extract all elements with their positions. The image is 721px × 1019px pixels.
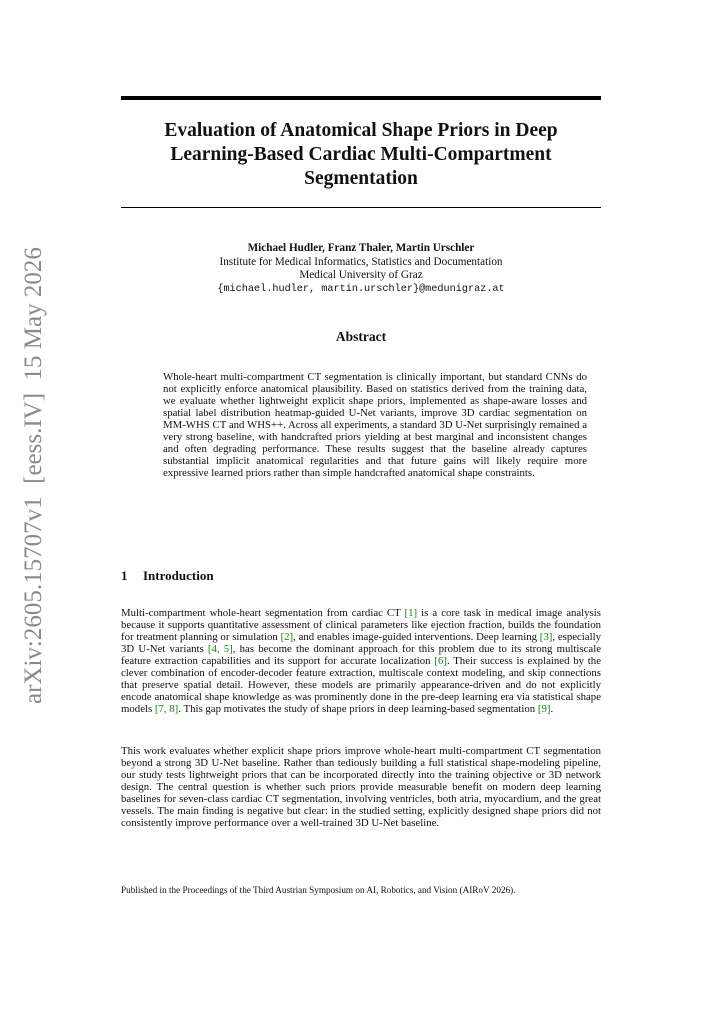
text-segment: . Their success is explained by the clever combination of encoder-decoder feature extraction, multiscale context modeling, and skip connections that preserve spatial detail. However, these models are primarily appearance-driven and do not explicitly encode anatomical shape knowledge as was prominently done in the pre-deep learning era via statistical shape models xyxy=(121,655,601,715)
text-segment: . xyxy=(550,703,554,715)
affiliation-university: Medical University of Graz xyxy=(299,269,423,281)
arxiv-sidebar-stamp xyxy=(20,247,48,704)
intro-paragraph-2: This work evaluates whether explicit shape priors improve whole-heart multi-compartment CT segmentation beyond a strong 3D U-Net baseline. Rather than tediously building a full statistical shape-modeling pipeline, our study tests lightweight priors that can be incorporated directly into the training objective or 3D network design. The central question is whether such priors provide measurable benefit on modern deep learning baselines for seven-class cardiac CT segmentation, involving ventricles, both atria, myocardium, and the great vessels. The main finding is negative but clear: in the studied setting, explicitly designed shape priors did not consistently improve performance over a well-trained 3D U-Net baseline. xyxy=(121,745,601,829)
citation-link[interactable]: [3] xyxy=(539,631,553,643)
author-email[interactable]: {michael.hudler, martin.urschler}@medunigraz.at xyxy=(217,283,505,295)
affiliation-institute: Institute for Medical Informatics, Statistics and Documentation xyxy=(219,255,503,268)
arxiv-date: 15 May 2026 xyxy=(20,247,47,381)
paper-title: Evaluation of Anatomical Shape Priors in Deep Learning-Based Cardiac Multi-Compartment Segmentation xyxy=(164,120,558,189)
citation-link[interactable]: [1] xyxy=(404,607,418,619)
citation-link[interactable]: [7, 8] xyxy=(154,703,179,715)
author-block xyxy=(121,242,601,296)
abstract-text: Whole-heart multi-compartment CT segmentation is clinically important, but standard CNNs do not explicitly enforce anatomical plausibility. Based on statistics derived from the training data, we evaluate whether lightweight explicit shape priors, implemented as shape-aware losses and spatial label distribution heatmap-guided U-Net variants, improve 3D cardiac segmentation on MM-WHS CT and WHS++. Across all experiments, a standard 3D U-Net surprisingly remained a very strong baseline, with handcrafted priors yielding at best marginal and inconsistent changes and often degrading performance. These results suggest that the baseline already captures substantial implicit anatomical regularities and that future gains will likely require more expressive learned priors rather than simple handcrafted anatomical shape constraints. xyxy=(163,371,587,479)
section-number: 1 xyxy=(121,568,128,583)
abstract-heading: Abstract xyxy=(335,329,387,344)
citation-link[interactable]: [4, 5] xyxy=(207,643,233,655)
text-segment: , and enables image-guided interventions. Deep learning xyxy=(293,631,540,643)
title-bottom-rule xyxy=(121,207,601,208)
intro-paragraph-1 xyxy=(121,607,601,715)
publication-note: Published in the Proceedings of the Third Austrian Symposium on AI, Robotics, and Vision (AIRoV 2026). xyxy=(121,885,516,895)
text-segment: Multi-compartment whole-heart segmentation from cardiac CT xyxy=(121,607,405,619)
citation-link[interactable]: [9] xyxy=(537,703,551,715)
text-segment: is a core task in medical image analysis because it supports quantitative assessment of clinical parameters like ejection fraction, builds the foundation for treatment planning or simulation xyxy=(121,607,601,643)
citation-link[interactable]: [6] xyxy=(434,655,447,667)
text-segment: , has become the dominant approach for this problem due to its strong multiscale feature extraction capabilities and its support for accurate localization xyxy=(121,643,601,667)
citation-link[interactable]: [2] xyxy=(280,631,294,643)
arxiv-category: [eess.IV] xyxy=(20,392,47,484)
text-segment: . This gap motivates the study of shape priors in deep learning-based segmentation xyxy=(178,703,538,715)
arxiv-id[interactable]: arXiv:2605.15707v1 xyxy=(20,496,47,704)
section-title: Introduction xyxy=(143,568,214,583)
text-segment: , especially 3D U-Net variants xyxy=(121,631,601,655)
author-names: Michael Hudler, Franz Thaler, Martin Urschler xyxy=(247,242,475,254)
title-top-rule xyxy=(121,96,601,100)
section-heading-introduction xyxy=(121,568,214,584)
